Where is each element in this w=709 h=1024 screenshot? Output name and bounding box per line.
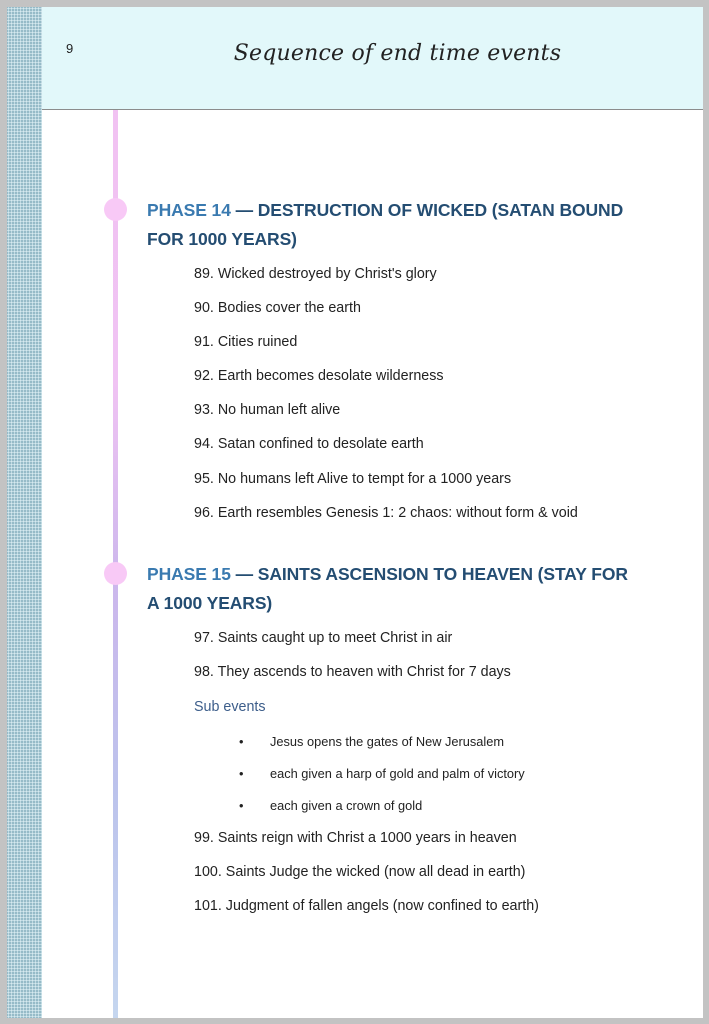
list-item: 96. Earth resembles Genesis 1: 2 chaos: without form & void	[194, 505, 578, 521]
decorative-side-strip	[7, 7, 42, 1018]
phase-title-line2: FOR 1000 YEARS)	[147, 229, 297, 249]
list-item: 97. Saints caught up to meet Christ in air	[194, 630, 453, 646]
phase-title-line2: A 1000 YEARS)	[147, 593, 273, 613]
list-item: 98. They ascends to heaven with Christ for 7 days	[194, 664, 511, 680]
list-item: 94. Satan confined to desolate earth	[194, 436, 424, 452]
list-item: 92. Earth becomes desolate wilderness	[194, 368, 444, 384]
phase-title: — DESTRUCTION OF WICKED (SATAN BOUND	[230, 200, 624, 220]
page-header	[42, 7, 703, 110]
phase-14-heading	[147, 196, 647, 254]
phase-number-label: PHASE 15	[147, 564, 231, 584]
page-title: Sequence of end time events	[233, 41, 562, 66]
list-item: 90. Bodies cover the earth	[194, 300, 361, 316]
sub-event-text: each given a crown of gold	[270, 798, 423, 813]
list-item: 91. Cities ruined	[194, 334, 298, 350]
list-item: 89. Wicked destroyed by Christ's glory	[194, 266, 437, 282]
timeline-dot-phase-15	[104, 562, 127, 585]
list-item: 99. Saints reign with Christ a 1000 years in heaven	[194, 830, 517, 846]
list-item: 101. Judgment of fallen angels (now confined to earth)	[194, 898, 539, 914]
sub-event-text: each given a harp of gold and palm of victory	[270, 766, 525, 781]
phase-15-heading	[147, 560, 647, 618]
document-page	[7, 7, 703, 1018]
bullet-icon: •	[239, 766, 244, 781]
timeline-dot-phase-14	[104, 198, 127, 221]
sub-event-text: Jesus opens the gates of New Jerusalem	[270, 734, 505, 749]
bullet-icon: •	[239, 798, 244, 813]
list-item: 100. Saints Judge the wicked (now all dead in earth)	[194, 864, 526, 880]
phase-title: — SAINTS ASCENSION TO HEAVEN (STAY FOR	[230, 564, 628, 584]
list-item: 95. No humans left Alive to tempt for a 1000 years	[194, 471, 512, 487]
phase-number-label: PHASE 14	[147, 200, 231, 220]
list-item: 93. No human left alive	[194, 402, 341, 418]
sub-events-heading: Sub events	[194, 699, 266, 715]
page-number: 9	[66, 41, 74, 56]
bullet-icon: •	[239, 734, 244, 749]
